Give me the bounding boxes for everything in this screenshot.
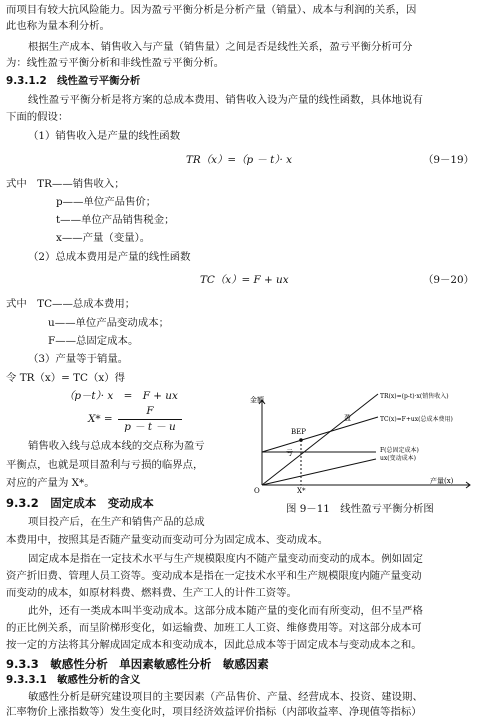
y-axis-label: 金额 — [250, 396, 264, 404]
text-line: （1）销售收入是产量的线性函数 — [28, 130, 181, 142]
section-heading: 9.3.1.2 线性盈亏平衡分析 — [6, 75, 141, 87]
text-line: 汇率物价上涨指数等）发生变化时，项目经济效益评价指标（内部收益率、净现值等指标） — [6, 706, 422, 718]
text-line: 平衡点，也就是项目盈利与亏损的临界点， — [6, 459, 204, 471]
text-line: 本费用中，按照其是否随产量变动而变动可分为固定成本、变动成本。 — [6, 534, 329, 546]
text-line: F——总固定成本。 — [48, 335, 139, 347]
text-line: （3）产量等于销量。 — [28, 353, 129, 365]
total-cost-line — [262, 417, 378, 452]
text-line: 的正比例关系，而呈阶梯形变化，如运输费、加班工人工资、维修费用等。对这部分成本可 — [6, 622, 422, 634]
text-line: （2）总成本费用是产量的线性函数 — [28, 251, 191, 263]
variable-cost-label: ux(变动成本) — [380, 455, 416, 462]
text-line: p——单位产品售价； — [56, 196, 157, 208]
x-axis-label: 产量(x) — [430, 477, 454, 485]
text-line: 式中 TR——销售收入； — [6, 178, 125, 190]
text-line: 此也称为量本利分析。 — [6, 20, 110, 32]
equation-number: （9－20） — [422, 274, 474, 286]
loss-label: 亏 — [286, 449, 293, 457]
profit-label: 盈 — [344, 414, 351, 422]
equation: TC（x）= F + ux — [200, 274, 289, 286]
text-line: 式中 TC——总成本费用； — [6, 298, 136, 310]
origin-label: O — [254, 487, 260, 495]
text-line: 为：线性盈亏平衡分析和非线性盈亏平衡分析。 — [6, 57, 225, 69]
text-line: 线性盈亏平衡分析是将方案的总成本费用、销售收入设为产量的线性函数，具体地说有 — [28, 94, 423, 106]
text-line: 下面的假设： — [6, 111, 69, 123]
text-line: 资产折旧费、管理人员工资等。变动成本是指在一定技术水平和生产规模限度内随产量变动 — [6, 570, 422, 582]
bep-point — [299, 438, 303, 442]
xstar-label: X* — [297, 487, 306, 495]
text-line: 令 TR（x）= TC（x）得 — [6, 372, 126, 384]
fraction-bar — [118, 419, 182, 420]
text-line: u——单位产品变动成本； — [48, 317, 169, 329]
text-line: 按一定的方法将其分解成固定成本和变动成本，因此总成本等于固定成本与变动成本之和。 — [6, 639, 422, 651]
bep-label: BEP — [291, 428, 306, 436]
section-heading: 9.3.3 敏感性分析 单因素敏感性分析 敏感因素 — [6, 657, 269, 671]
equation: X* = — [88, 413, 113, 425]
text-line: 销售收入线与总成本线的交点称为盈亏 — [28, 440, 205, 452]
fraction-numerator: F — [146, 405, 154, 417]
fraction-denominator: p － t － u — [124, 421, 176, 433]
fixed-cost-label: F(总固定成本) — [380, 447, 419, 454]
text-line: 固定成本是指在一定技术水平与生产规模限度内不随产量变动而变动的成本。例如固定 — [28, 553, 423, 565]
text-line: 而变动的成本，如原材料费、燃料费、生产工人的计件工资等。 — [6, 587, 297, 599]
text-line: 根据生产成本、销售收入与产量（销售量）之间是否是线性关系，盈亏平衡分析可分 — [28, 41, 413, 53]
text-line: 而项目有较大抗风险能力。因为盈亏平衡分析是分析产量（销量）、成本与利润的关系，因 — [6, 4, 417, 16]
section-heading: 9.3.3.1 敏感性分析的含义 — [6, 674, 141, 686]
break-even-figure — [248, 392, 478, 497]
text-line: t——单位产品销售税金； — [56, 214, 175, 226]
equation: TR（x）=（p － t）· x — [186, 154, 292, 166]
text-line: 此外，还有一类成本叫半变动成本。这部分成本随产量的变化而有所变动，但不呈严格 — [28, 605, 423, 617]
text-line: 敏感性分析是研究建设项目的主要因素（产品售价、产量、经营成本、投资、建设期、 — [28, 691, 423, 703]
equation: （p－t）· x = F + ux — [64, 390, 178, 402]
text-line: 对应的产量为 X*。 — [6, 477, 95, 489]
equation-number: （9－19） — [422, 154, 474, 166]
text-line: x——产量（变量）。 — [56, 232, 151, 244]
section-heading: 9.3.2 固定成本 变动成本 — [6, 496, 154, 510]
figure-caption: 图 9－11 线性盈亏平衡分析图 — [286, 503, 434, 515]
total-cost-label: TC(x)=F+ux(总成本费用) — [380, 416, 453, 423]
revenue-label: TR(x)=(p-t)·x(销售收入) — [380, 393, 449, 400]
text-line: 项目投产后，在生产和销售产品的总成 — [28, 516, 205, 528]
